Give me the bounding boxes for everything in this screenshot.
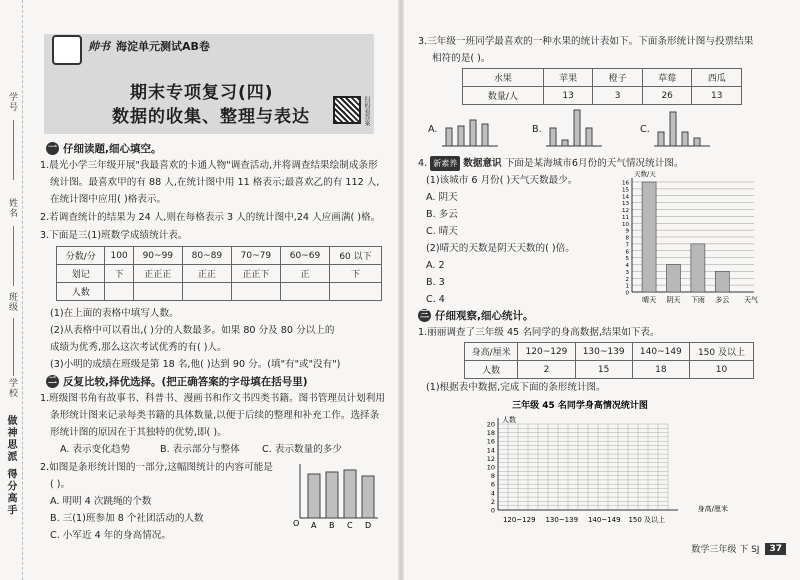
table-cell: 西瓜 bbox=[692, 69, 742, 87]
question-body: 下面是某海城市6月份的天气情况统计图。 bbox=[504, 158, 684, 169]
page-subtitle: 数据的收集、整理与表达 bbox=[112, 107, 310, 127]
x-tick-label: 120~129 bbox=[502, 516, 536, 524]
table-row bbox=[463, 87, 742, 105]
x-tick-label: 阴天 bbox=[666, 296, 681, 304]
margin-label-class: 班级 bbox=[7, 292, 17, 312]
fill-line bbox=[13, 318, 14, 376]
y-axis-label: 天数/天 bbox=[634, 170, 656, 178]
question-text: 2.如图是条形统计图的一部分,这幅图统计的内容可能是 bbox=[40, 462, 273, 473]
page-number: 37 bbox=[765, 543, 786, 555]
table-cell: 水果 bbox=[463, 69, 544, 87]
chart-labels bbox=[487, 399, 728, 524]
bar-多云 bbox=[715, 271, 729, 292]
option-b[interactable]: B. 3 bbox=[426, 277, 445, 288]
table-cell: 13 bbox=[543, 87, 593, 105]
y-tick-label: 16 bbox=[486, 437, 495, 446]
question-text: 1.班级图书角有故事书、科普书、漫画书和作文书四类书籍。图书管理员计划利用 bbox=[40, 393, 385, 404]
bar-d bbox=[362, 476, 374, 518]
question-text: 3.下面是三(1)班数学成绩统计表。 bbox=[40, 230, 188, 241]
page-title: 期末专项复习(四) bbox=[130, 83, 274, 103]
section-title: 仔细读题,细心填空。 bbox=[63, 143, 162, 155]
bar-a bbox=[308, 474, 320, 518]
mini-bar bbox=[694, 138, 700, 146]
table-cell: 15 bbox=[575, 361, 632, 379]
option-b[interactable]: B. 多云 bbox=[426, 209, 458, 220]
y-tick-label: 6 bbox=[490, 480, 495, 489]
table-row bbox=[465, 361, 754, 379]
table-cell: 下 bbox=[329, 265, 381, 283]
table-cell: 140~149 bbox=[632, 343, 689, 361]
section-heading bbox=[46, 141, 162, 156]
mini-bar bbox=[562, 140, 568, 146]
option-b[interactable]: B. 表示部分与整体 bbox=[160, 444, 240, 455]
x-tick-label: 晴天 bbox=[642, 296, 657, 304]
y-tick-label: 15 bbox=[622, 187, 629, 194]
answer-cell[interactable] bbox=[182, 283, 231, 301]
section-heading bbox=[418, 308, 534, 323]
option-a-chart[interactable] bbox=[440, 106, 500, 148]
table-cell: 数量/人 bbox=[463, 87, 544, 105]
footer-subject: 数学三年级 下 SJ bbox=[691, 545, 760, 555]
y-axis-label: 人数 bbox=[502, 416, 516, 424]
option-c[interactable]: C. 晴天 bbox=[426, 226, 458, 237]
answer-cell[interactable] bbox=[231, 283, 280, 301]
cat-label: D bbox=[365, 521, 372, 530]
y-tick-label: 8 bbox=[490, 472, 495, 481]
x-tick-label: 多云 bbox=[715, 296, 730, 304]
mini-bar bbox=[658, 132, 664, 146]
table-cell: 正正下 bbox=[231, 265, 280, 283]
question-text: (1)在上面的表格中填写人数。 bbox=[50, 308, 179, 319]
y-tick-label: 1 bbox=[625, 283, 629, 290]
option-b[interactable]: B. bbox=[532, 124, 542, 135]
option-b[interactable]: B. 三(1)班参加 8 个社团活动的人数 bbox=[50, 513, 204, 524]
y-tick-label: 7 bbox=[625, 242, 629, 249]
question-text: 3.三年级一班同学最喜欢的一种水果的统计表如下。下面条形统计图与投票结果 bbox=[418, 36, 754, 47]
bar-b bbox=[326, 472, 338, 518]
table-cell: 苹果 bbox=[543, 69, 593, 87]
x-tick-label: 下雨 bbox=[690, 296, 705, 304]
y-tick-label: 0 bbox=[625, 290, 629, 297]
option-a[interactable]: A. 表示变化趋势 bbox=[60, 444, 131, 455]
cut-line bbox=[22, 0, 23, 580]
question-text: ( )。 bbox=[50, 479, 71, 490]
option-c[interactable]: C. 表示数量的多少 bbox=[262, 444, 342, 455]
table-cell: 正正正 bbox=[133, 265, 182, 283]
y-tick-label: 14 bbox=[486, 446, 495, 455]
margin-motto: 做神思派 得分高手 bbox=[5, 415, 16, 517]
y-tick-label: 0 bbox=[490, 506, 495, 515]
table-cell: 13 bbox=[692, 87, 742, 105]
table-cell: 18 bbox=[632, 361, 689, 379]
section-number: 二 bbox=[47, 376, 57, 386]
book-spine bbox=[398, 0, 404, 580]
section-heading bbox=[46, 374, 308, 389]
mini-bar bbox=[670, 112, 676, 146]
page-footer bbox=[691, 542, 786, 555]
question-text: 成绩为优秀,那么这次考试优秀的有( )人。 bbox=[50, 342, 227, 353]
section-title: 仔细观察,细心统计。 bbox=[435, 310, 534, 322]
section-number: 一 bbox=[47, 143, 57, 153]
qr-code-icon[interactable] bbox=[333, 96, 361, 124]
mini-bar bbox=[574, 110, 580, 146]
table-cell: 3 bbox=[593, 87, 643, 105]
table-cell: 90~99 bbox=[133, 247, 182, 265]
score-table bbox=[56, 246, 382, 301]
option-c-chart[interactable] bbox=[652, 106, 712, 148]
question-text: 条形统计图来记录每类书籍的具体数量,以便于后续的整理和补充工作。选择条 bbox=[50, 410, 380, 421]
cat-label: B bbox=[329, 521, 335, 530]
option-b-chart[interactable] bbox=[544, 106, 604, 148]
question-text: 在统计图中应用( )格表示。 bbox=[50, 194, 167, 205]
table-cell: 26 bbox=[642, 87, 692, 105]
table-cell: 正正 bbox=[182, 265, 231, 283]
literacy-label: 数据意识 bbox=[463, 158, 502, 169]
table-cell: 70~79 bbox=[231, 247, 280, 265]
fill-line bbox=[13, 120, 14, 180]
question-text: (1)根据表中数据,完成下面的条形统计图。 bbox=[426, 382, 606, 393]
table-cell: 2 bbox=[518, 361, 575, 379]
chart-grid bbox=[498, 418, 678, 510]
table-cell: 人数 bbox=[57, 283, 105, 301]
option-c[interactable]: C. bbox=[640, 124, 650, 135]
question-text: 1.晨光小学三年级开展"我最喜欢的卡通人物"调查活动,并将调查结果绘制成条形 bbox=[40, 160, 378, 171]
answer-cell[interactable] bbox=[133, 283, 182, 301]
option-a[interactable]: A. bbox=[428, 124, 438, 135]
table-cell: 正 bbox=[280, 265, 329, 283]
table-cell: 人数 bbox=[465, 361, 518, 379]
series-name: 海淀单元测试AB卷 bbox=[116, 40, 210, 53]
table-row bbox=[463, 69, 742, 87]
margin-label-id: 学号 bbox=[7, 92, 17, 112]
x-axis-label: 身高/厘米 bbox=[697, 505, 728, 513]
mini-bar bbox=[470, 120, 476, 146]
x-tick-label: 140~149 bbox=[587, 516, 621, 524]
question-text: 相符的是( )。 bbox=[432, 53, 491, 64]
table-cell: 橙子 bbox=[593, 69, 643, 87]
cat-label: A bbox=[311, 521, 317, 530]
y-tick-label: 11 bbox=[622, 214, 629, 221]
chart-title: 三年级 45 名同学身高情况统计图 bbox=[512, 401, 648, 411]
table-row bbox=[57, 265, 382, 283]
margin-label-school: 学校 bbox=[7, 378, 17, 398]
mini-bar bbox=[482, 124, 488, 146]
bar-晴天 bbox=[642, 182, 656, 292]
y-tick-label: 6 bbox=[625, 249, 629, 256]
mini-bar bbox=[446, 128, 452, 146]
brand-name: 帅书 bbox=[88, 40, 110, 53]
question-text: (3)小明的成绩在班级是第 18 名,他( )达到 90 分。(填"有"或"没有") bbox=[50, 359, 341, 370]
table-cell: 草莓 bbox=[642, 69, 692, 87]
y-tick-label: 13 bbox=[622, 201, 629, 208]
table-cell: 60~69 bbox=[280, 247, 329, 265]
table-cell: 划记 bbox=[57, 265, 105, 283]
table-row bbox=[57, 247, 382, 265]
mini-bar bbox=[682, 132, 688, 146]
y-tick-label: 12 bbox=[622, 208, 629, 214]
fill-line bbox=[13, 226, 14, 286]
question-text: 形统计图的原因在于其独特的优势,即( )。 bbox=[50, 427, 227, 438]
table-cell: 130~139 bbox=[575, 343, 632, 361]
margin-label-name: 姓名 bbox=[7, 198, 17, 218]
y-tick-label: 9 bbox=[625, 228, 629, 235]
y-tick-label: 4 bbox=[625, 263, 629, 269]
y-tick-label: 12 bbox=[486, 454, 495, 463]
option-a[interactable]: A. 2 bbox=[426, 260, 445, 271]
answer-cell[interactable] bbox=[280, 283, 329, 301]
y-tick-label: 8 bbox=[625, 235, 629, 242]
y-tick-label: 3 bbox=[625, 269, 629, 276]
question-text: (2)晴天的天数是阴天天数的( )倍。 bbox=[426, 243, 575, 254]
table-cell: 分数/分 bbox=[57, 247, 105, 265]
brand-logo-icon bbox=[52, 35, 82, 65]
table-cell: 身高/厘米 bbox=[465, 343, 518, 361]
bar-下雨 bbox=[691, 244, 705, 292]
question-number: 4. bbox=[418, 158, 428, 169]
y-tick-label: 10 bbox=[622, 221, 629, 228]
literacy-tag: 新素养 bbox=[430, 156, 460, 171]
cat-label: C bbox=[347, 521, 353, 530]
bar-c bbox=[344, 470, 356, 518]
table-row bbox=[465, 343, 754, 361]
question-text: 1.丽丽调查了三年级 45 名同学的身高数据,结果如下表。 bbox=[418, 327, 660, 338]
option-a[interactable]: A. 明明 4 次跳绳的个数 bbox=[50, 496, 152, 507]
option-c[interactable]: C. 小军近 4 年的身高情况。 bbox=[50, 530, 171, 541]
table-row bbox=[57, 283, 382, 301]
x-tick-label: 150 及以上 bbox=[628, 516, 666, 524]
y-tick-label: 4 bbox=[490, 489, 495, 498]
y-tick-label: 10 bbox=[486, 463, 495, 472]
y-tick-label: 5 bbox=[625, 256, 629, 263]
y-tick-label: 20 bbox=[486, 420, 495, 429]
table-cell: 10 bbox=[689, 361, 753, 379]
x-tick-label: 130~139 bbox=[545, 516, 579, 524]
option-a[interactable]: A. 阴天 bbox=[426, 192, 458, 203]
height-table bbox=[464, 342, 754, 379]
header-brand-row bbox=[52, 36, 210, 56]
section-number: 三 bbox=[419, 310, 429, 320]
question-text: 统计图。最喜欢甲的有 88 人,在统计图中用 11 格表示;最喜欢乙的有 112 人, bbox=[50, 177, 380, 188]
table-cell: 60 以下 bbox=[329, 247, 381, 265]
mini-bar bbox=[458, 126, 464, 146]
mini-bar bbox=[586, 128, 592, 146]
question-text: 2.若调查统计的结果为 24 人,则在每格表示 3 人的统计图中,24 人应画满( )格。 bbox=[40, 212, 381, 223]
height-bar-chart[interactable] bbox=[470, 398, 732, 532]
section-title: 反复比较,择优选择。(把正确答案的字母填在括号里) bbox=[63, 376, 308, 388]
x-axis-label: 天气 bbox=[744, 296, 758, 304]
table-cell: 下 bbox=[105, 265, 133, 283]
fruit-table bbox=[462, 68, 742, 105]
y-tick-label: 14 bbox=[622, 194, 629, 201]
question-text bbox=[418, 156, 684, 171]
table-cell: 100 bbox=[105, 247, 133, 265]
table-cell: 150 及以上 bbox=[689, 343, 753, 361]
bar-阴天 bbox=[666, 265, 680, 293]
answer-cell[interactable] bbox=[329, 283, 381, 301]
mini-bar bbox=[550, 128, 556, 146]
y-tick-label: 2 bbox=[490, 497, 495, 506]
qr-label: 扫码看答案 bbox=[363, 96, 370, 126]
weather-bar-chart bbox=[618, 170, 774, 308]
origin-label: O bbox=[293, 519, 300, 528]
table-cell: 120~129 bbox=[518, 343, 575, 361]
y-tick-label: 18 bbox=[486, 429, 495, 438]
table-cell: 80~89 bbox=[182, 247, 231, 265]
question-text: (1)该城市 6 月份( )天气天数最少。 bbox=[426, 175, 578, 186]
option-c[interactable]: C. 4 bbox=[426, 294, 445, 305]
partial-bar-chart bbox=[290, 460, 382, 530]
y-tick-label: 16 bbox=[622, 180, 629, 187]
margin-column bbox=[0, 0, 34, 580]
answer-cell[interactable] bbox=[105, 283, 133, 301]
question-text: (2)从表格中可以看出,( )分的人数最多。如果 80 分及 80 分以上的 bbox=[50, 325, 335, 336]
y-tick-label: 2 bbox=[625, 276, 629, 283]
